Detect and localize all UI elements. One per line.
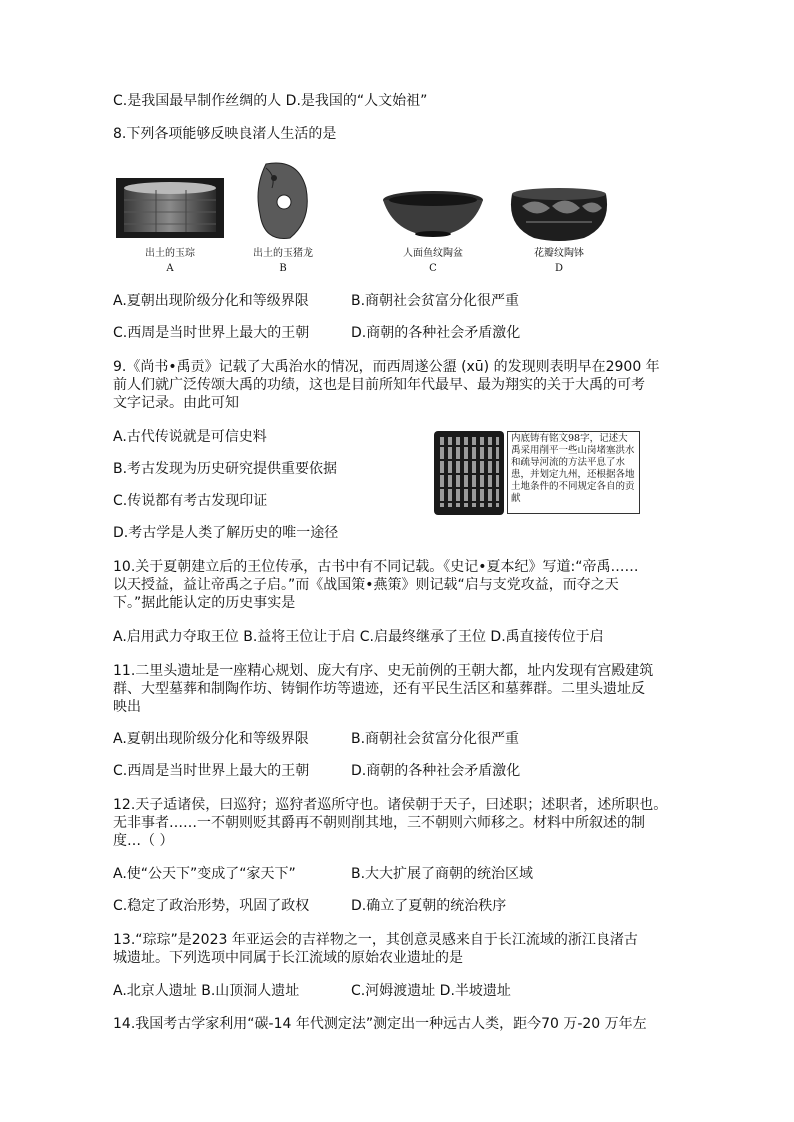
q10-options: A.启用武力夺取王位 B.益将王位让于启 C.启最终继承了王位 D.禹直接传位于启 bbox=[113, 629, 604, 645]
jade-pig-dragon-image bbox=[252, 158, 314, 242]
q12-stem-line2: 无非事者……一不朝则贬其爵再不朝则削其地，三不朝则六师移之。材料中所叙述的制 bbox=[113, 815, 645, 831]
q8-option-c: C.西周是当时世界上最大的王朝 bbox=[113, 325, 310, 341]
figure-a-letter: A bbox=[166, 263, 174, 274]
figure-d-letter: D bbox=[554, 263, 564, 274]
q12-option-b: B.大大扩展了商朝的统治区域 bbox=[351, 866, 534, 882]
jade-cong-image bbox=[116, 178, 224, 238]
petal-pattern-bowl-image bbox=[506, 186, 612, 242]
q9-option-c: C.传说都有考古发现印证 bbox=[113, 493, 268, 509]
figure-a-caption: 出土的玉琮 bbox=[145, 248, 195, 259]
q10-stem-line1: 10.关于夏朝建立后的王位传承，古书中有不同记载。《史记•夏本纪》写道:“帝禹…… bbox=[113, 559, 639, 575]
q11-option-a: A.夏朝出现阶级分化和等级界限 bbox=[113, 731, 309, 747]
q13-stem-line1: 13.“琮琮”是2023 年亚运会的吉祥物之一，其创意灵感来自于长江流域的浙江良渚古 bbox=[113, 932, 638, 948]
q11-stem-line3: 映出 bbox=[113, 699, 141, 715]
q14-stem-line1: 14.我国考古学家利用“碳-14 年代测定法”测定出一种远古人类，距今70 万-20 万年左 bbox=[113, 1016, 647, 1032]
q9-option-d: D.考古学是人类了解历史的唯一途径 bbox=[113, 525, 339, 541]
q12-stem-line3: 度…（ ） bbox=[113, 833, 174, 849]
q11-option-d: D.商朝的各种社会矛盾激化 bbox=[351, 763, 521, 779]
q13-option-ab: A.北京人遗址 B.山顶洞人遗址 bbox=[113, 983, 300, 999]
inscription-rubbing-image bbox=[434, 431, 504, 515]
q9-stem-line1: 9.《尚书•禹贡》记载了大禹治水的情况，而西周遂公盨 (xū) 的发现则表明早在2900 年 bbox=[113, 359, 660, 375]
figure-d-caption: 花瓣纹陶钵 bbox=[534, 248, 584, 259]
q11-option-b: B.商朝社会贫富分化很严重 bbox=[351, 731, 520, 747]
q12-option-d: D.确立了夏朝的统治秩序 bbox=[351, 898, 507, 914]
q8-option-d: D.商朝的各种社会矛盾激化 bbox=[351, 325, 521, 341]
q9-stem-line3: 文字记录。由此可知 bbox=[113, 395, 239, 411]
q8-option-b: B.商朝社会贫富分化很严重 bbox=[351, 293, 520, 309]
q12-option-a: A.使“公天下”变成了“家天下” bbox=[113, 866, 296, 882]
figure-b-caption: 出土的玉猪龙 bbox=[253, 248, 313, 259]
inscription-note: 内底铸有铭文98字，记述大禹采用削平一些山岗堵塞洪水和疏导河流的方法平息了水患，并划定九州，还根据各地土地条件的不同规定各自的贡献 bbox=[507, 431, 640, 514]
q10-stem-line3: 下。”据此能认定的历史事实是 bbox=[113, 595, 296, 611]
q10-stem-line2: 以天授益，益让帝禹之子启。”而《战国策•燕策》则记载“启与支党攻益，而夺之天 bbox=[113, 577, 619, 593]
figure-c-caption: 人面鱼纹陶盆 bbox=[403, 248, 463, 259]
q12-stem-line1: 12.天子适诸侯，曰巡狩；巡狩者巡所守也。诸侯朝于天子，曰述职；述职者，述所职也。 bbox=[113, 797, 668, 813]
q11-option-c: C.西周是当时世界上最大的王朝 bbox=[113, 763, 310, 779]
q11-stem-line2: 群、大型墓葬和制陶作坊、铸铜作坊等遗迹，还有平民生活区和墓葬群。二里头遗址反 bbox=[113, 681, 645, 697]
q9-option-a: A.古代传说就是可信史料 bbox=[113, 429, 267, 445]
q7-option-cd: C.是我国最早制作丝绸的人 D.是我国的“人文始祖” bbox=[113, 93, 428, 109]
q13-stem-line2: 城遗址。下列选项中同属于长江流域的原始农业遗址的是 bbox=[113, 950, 463, 966]
q13-option-cd: C.河姆渡遗址 D.半坡遗址 bbox=[351, 983, 511, 999]
q11-stem-line1: 11.二里头遗址是一座精心规划、庞大有序、史无前例的王朝大都，址内发现有宫殿建筑 bbox=[113, 663, 654, 679]
figure-b-letter: B bbox=[279, 263, 287, 274]
q8-option-a: A.夏朝出现阶级分化和等级界限 bbox=[113, 293, 309, 309]
q12-option-c: C.稳定了政治形势，巩固了政权 bbox=[113, 898, 310, 914]
q9-option-b: B.考古发现为历史研究提供重要依据 bbox=[113, 461, 338, 477]
human-face-fish-basin-image bbox=[380, 190, 486, 240]
figure-c-letter: C bbox=[429, 263, 437, 274]
q9-stem-line2: 前人们就广泛传颂大禹的功绩，这也是目前所知年代最早、最为翔实的关于大禹的可考 bbox=[113, 377, 645, 393]
q8-stem: 8.下列各项能够反映良渚人生活的是 bbox=[113, 126, 337, 142]
